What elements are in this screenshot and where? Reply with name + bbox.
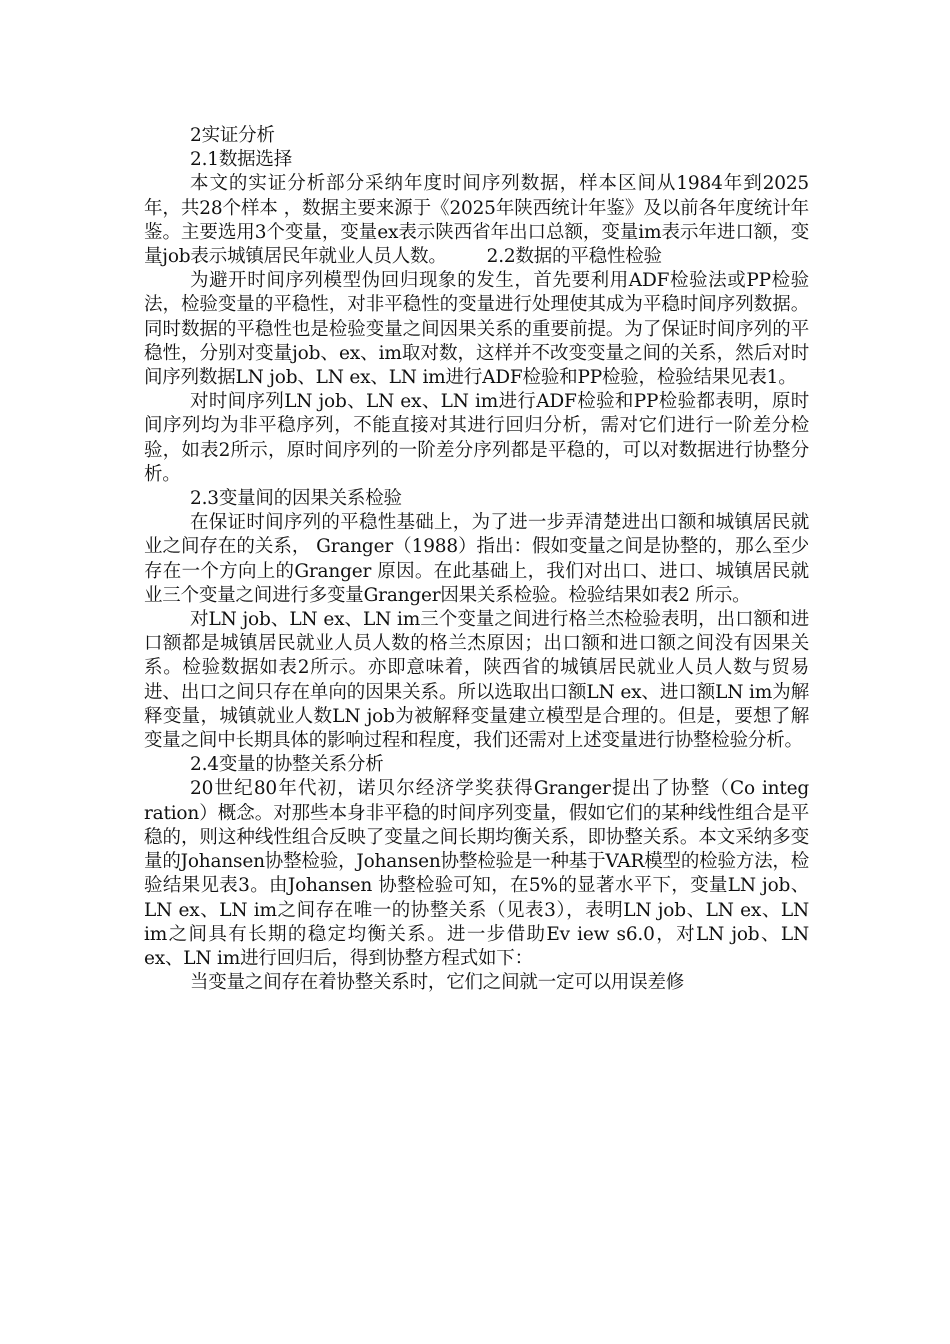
- subsection-title-2-1: 2.1数据选择: [190, 149, 293, 171]
- document-page: [144, 124, 809, 995]
- paragraph-granger-result: 对LN job、LN ex、LN im三个变量之间进行格兰杰检验表明，出口额和进口额都是城镇居民就业人员人数的格兰杰原因；出口额和进口额之间没有因果关系。检验数据如表2所示。亦即意味着，陕西省的城镇居民就业人员人数与贸易进、出口之间只存在单向的因果关系。所以选取出口额LN ex、进口额LN im为解释变量，城镇就业人数LN job为被解释变量建立模型是合理的。但是，要想了解变量之间中长期具体的影响过程和程度，我们还需对上述变量进行协整检验分析。: [144, 609, 809, 752]
- paragraph-error-correction: 当变量之间存在着协整关系时，它们之间就一定可以用误差修: [190, 972, 685, 994]
- paragraph-cointegration: 20世纪80年代初，诺贝尔经济学奖获得Granger提出了协整（Co integ ration）概念。对那些本身非平稳的时间序列变量，假如它们的某种线性组合是平稳的，则这种线性组合反映了变量之间长期均衡关系，即协整关系。本文采纳多变量的Johansen协整检验，Johansen协整检验是一种基于VAR模型的检验方法，检验结果见表3。由Johansen 协整检验可知，在5%的显著水平下，变量LN job、LN ex、LN im之间存在唯一的协整关系（见表3），表明LN job、LN ex、LN im之间具有长期的稳定均衡关系。进一步借助Ev iew s6.0，对LN job、LN ex、LN im进行回归后，得到协整方程式如下：: [144, 778, 809, 969]
- subsection-title-2-2: 2.2数据的平稳性检验: [486, 246, 662, 268]
- section-title: 2实证分析: [190, 125, 275, 146]
- paragraph-difference-test: 对时间序列LN job、LN ex、LN im进行ADF检验和PP检验都表明，原时间序列均为非平稳序列，不能直接对其进行回归分析，需对它们进行一阶差分检验，如表2所示，原时间序列的一阶差分序列都是平稳的，可以对数据进行协整分析。: [144, 391, 809, 485]
- paragraph-text: 本文的实证分析部分采纳年度时间序列数据，样本区间从1984年到2025年，共28个样本 ，数据主要来源于《2025年陕西统计年鉴》及以前各年度统计年鉴。主要选用3个变量，变量ex表示陕西省年出口总额，变量im表示年进口额，变量job表示城镇居民年就业人员人数。: [144, 173, 809, 268]
- subsection-title-2-3: 2.3变量间的因果关系检验: [190, 488, 402, 510]
- subsection-title-2-4: 2.4变量的协整关系分析: [190, 754, 384, 776]
- paragraph-data-selection: [144, 172, 809, 269]
- paragraph-stationarity: 为避开时间序列模型伪回归现象的发生，首先要利用ADF检验法或PP检验法，检验变量的平稳性，对非平稳性的变量进行处理使其成为平稳时间序列数据。同时数据的平稳性也是检验变量之间因果关系的重要前提。为了保证时间序列的平稳性，分别对变量job、ex、im取对数，这样并不改变变量之间的关系，然后对时间序列数据LN job、LN ex、LN im进行ADF检验和PP检验，检验结果见表1。: [144, 270, 809, 389]
- paragraph-granger: 在保证时间序列的平稳性基础上，为了进一步弄清楚进出口额和城镇居民就业之间存在的关系， Granger（1988）指出：假如变量之间是协整的，那么至少存在一个方向上的Granger 原因。在此基础上，我们对出口、进口、城镇居民就业三个变量之间进行多变量Granger因果关系检验。检验结果如表2 所示。: [144, 512, 809, 606]
